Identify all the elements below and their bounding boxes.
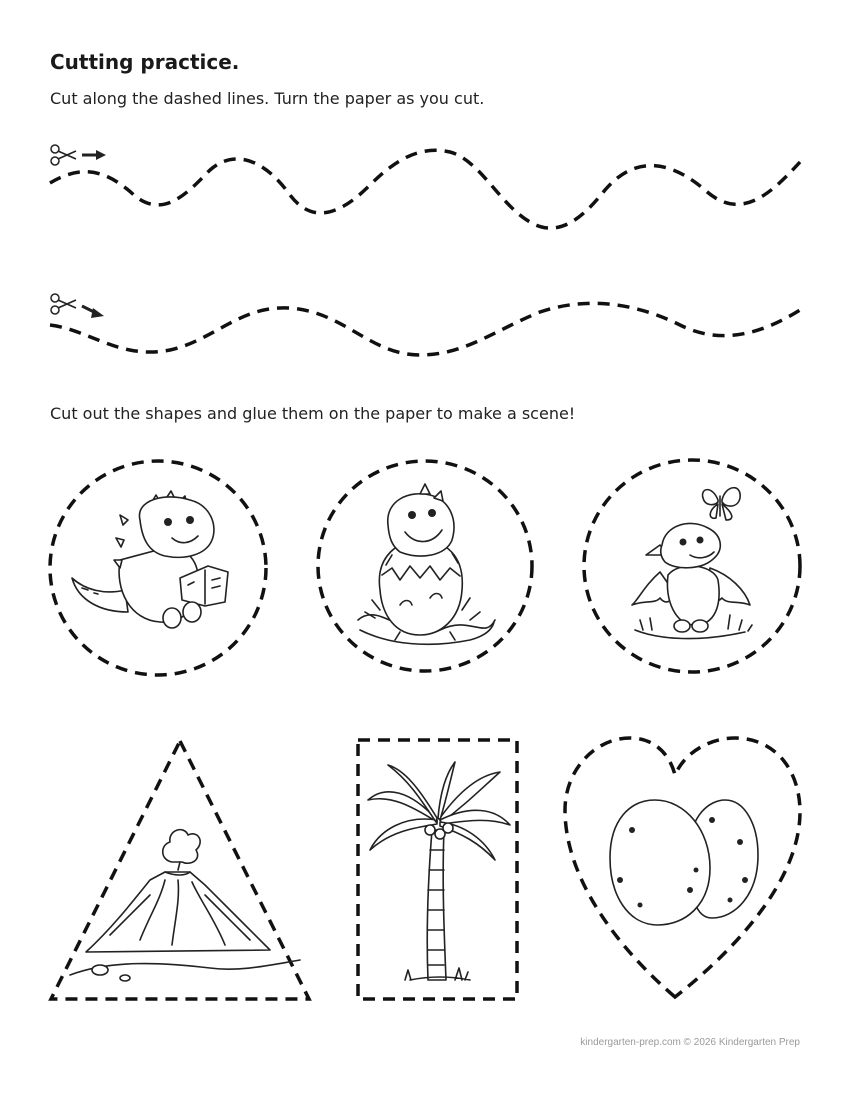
- triangle-shape-volcano: [51, 741, 309, 999]
- instruction-cut-lines: Cut along the dashed lines. Turn the paper as you cut.: [50, 89, 485, 108]
- pterodactyl-icon: [632, 488, 752, 639]
- dino-eggs-icon: [610, 800, 758, 925]
- instruction-cut-shapes: Cut out the shapes and glue them on the paper to make a scene!: [50, 404, 576, 423]
- palm-tree-icon: [368, 762, 510, 980]
- scissors-icon: [51, 294, 76, 314]
- footer-copyright: kindergarten-prep.com © 2026 Kindergarten Prep: [580, 1037, 800, 1048]
- cut-line-wavy-1: [50, 150, 800, 228]
- scissors-icon: [51, 145, 76, 165]
- heart-shape-dino-eggs: [565, 738, 800, 997]
- butterfly-icon: [703, 488, 741, 520]
- volcano-icon: [70, 830, 300, 981]
- circle-shape-pterodactyl: [584, 460, 800, 672]
- dinosaur-hatching-egg-icon: [358, 484, 495, 644]
- arrow-right-icon: [82, 150, 106, 160]
- cut-line-wavy-2: [50, 303, 800, 355]
- circle-shape-dino-reading: [50, 461, 266, 675]
- circle-shape-dino-hatching: [318, 461, 532, 671]
- page-title: Cutting practice.: [50, 50, 240, 74]
- dinosaur-reading-icon: [72, 491, 228, 628]
- arrow-right-icon: [82, 306, 104, 318]
- rectangle-shape-palm-tree: [358, 740, 517, 999]
